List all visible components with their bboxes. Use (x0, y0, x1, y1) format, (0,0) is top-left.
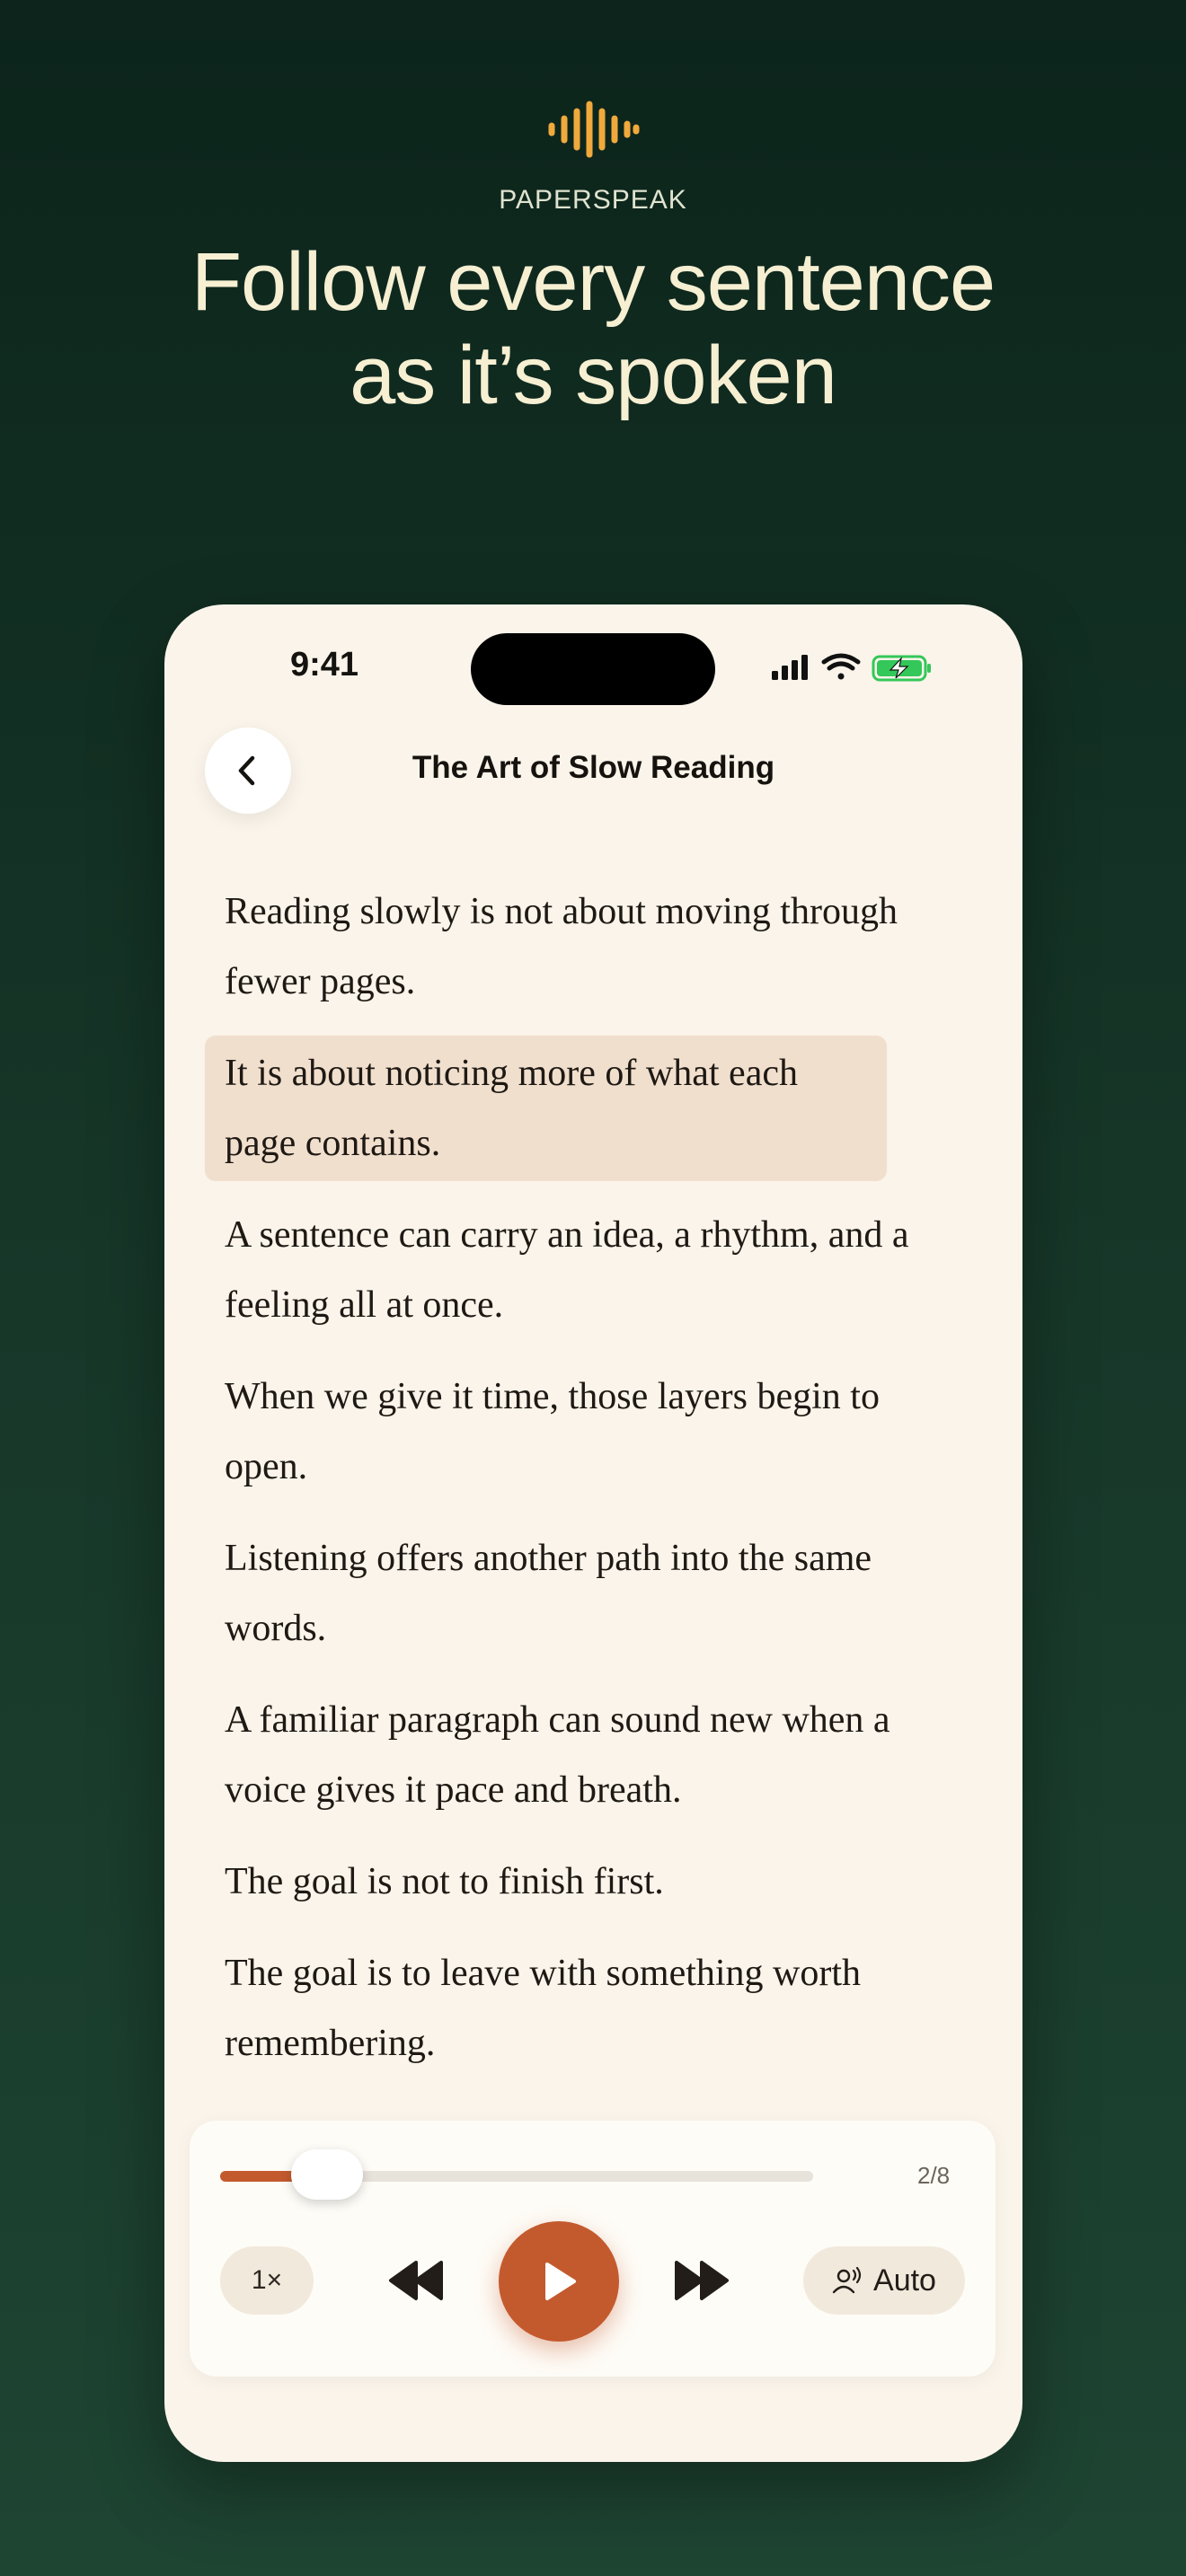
soundwave-icon (546, 101, 640, 158)
sentence[interactable]: The goal is to leave with something worth remembering. (225, 1953, 862, 2064)
voice-person-icon (832, 2265, 863, 2296)
fast-forward-icon[interactable] (673, 2255, 730, 2306)
sentence[interactable]: A familiar paragraph can sound new when a voice gives it pace and breath. (225, 1699, 890, 1811)
progress-slider[interactable] (220, 2171, 813, 2182)
brand-name: PAPERSPEAK (499, 185, 687, 215)
sentence-position: 2/8 (917, 2162, 951, 2189)
sentence[interactable]: The goal is not to finish first. (225, 1861, 664, 1902)
document-title: The Art of Slow Reading (412, 750, 775, 785)
speed-label: 1× (251, 2265, 283, 2295)
phone-mockup (164, 604, 1022, 2462)
sentence[interactable]: Listening offers another path into the same words. (225, 1538, 872, 1649)
sentence-list (205, 874, 964, 2097)
wifi-icon (824, 656, 858, 680)
headline (0, 235, 1186, 422)
dynamic-island (471, 633, 715, 705)
progress-thumb[interactable] (291, 2149, 363, 2200)
speed-button[interactable] (220, 2246, 314, 2315)
status-time: 9:41 (290, 646, 359, 684)
status-icons (772, 651, 951, 684)
sentence[interactable]: When we give it time, those layers begin to open. (225, 1376, 880, 1487)
play-button[interactable] (499, 2221, 619, 2342)
sentence[interactable]: Reading slowly is not about moving through fewer pages. (225, 891, 898, 1002)
rewind-icon[interactable] (387, 2255, 445, 2306)
auto-label: Auto (873, 2263, 936, 2298)
battery-charging-icon (873, 657, 931, 680)
play-icon (536, 2259, 581, 2304)
audio-player (190, 2121, 996, 2377)
sentence-active[interactable]: It is about noticing more of what each page contains. (205, 1036, 887, 1181)
auto-voice-button[interactable] (803, 2246, 965, 2315)
cellular-signal-icon (772, 655, 808, 680)
headline-line-1: Follow every sentence (190, 236, 996, 328)
headline-line-2: as it’s spoken (350, 330, 836, 421)
sentence[interactable]: A sentence can carry an idea, a rhythm, and a feeling all at once. (225, 1214, 909, 1326)
